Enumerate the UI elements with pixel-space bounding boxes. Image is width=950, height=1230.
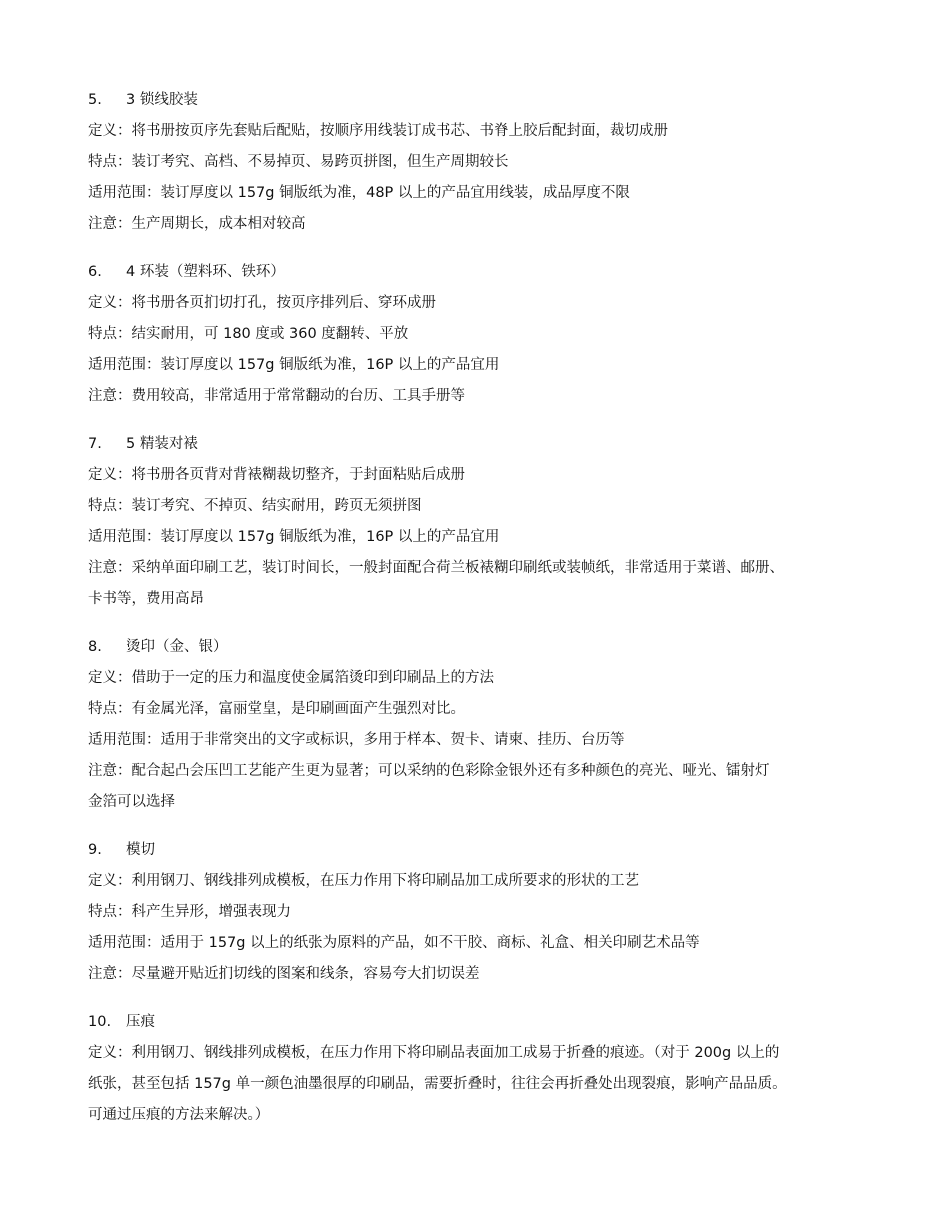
text-line: 卡书等，费用高昂	[88, 591, 204, 607]
section-title: 4 环装（塑料环、铁环）	[126, 264, 285, 280]
section-number: 8.	[88, 639, 102, 655]
text-line: 可通过压痕的方法来解决。）	[88, 1107, 270, 1123]
section-heading	[88, 429, 880, 460]
section-title: 模切	[126, 842, 155, 858]
section	[88, 429, 880, 615]
text-line: 注意：尽量避开贴近扪切线的图案和线条，容易夸大扪切误差	[88, 966, 480, 982]
section	[88, 257, 880, 412]
text-line: 适用范围：适用于 157g 以上的纸张为原料的产品，如不干胶、商标、礼盒、相关印刷艺术品等	[88, 935, 700, 951]
section	[88, 1007, 880, 1131]
text-line: 定义：利用钢刀、钢线排列成模板，在压力作用下将印刷品加工成所要求的形状的工艺	[88, 873, 639, 889]
section-heading	[88, 632, 880, 663]
text-line: 定义：借助于一定的压力和温度使金属箔烫印到印刷品上的方法	[88, 670, 494, 686]
text-line: 定义：将书册各页背对背裱糊裁切整齐，于封面粘贴后成册	[88, 467, 465, 483]
text-line: 适用范围：适用于非常突出的文字或标识，多用于样本、贺卡、请柬、挂历、台历等	[88, 732, 625, 748]
text-line: 注意：采纳单面印刷工艺，装订时间长，一般封面配合荷兰板裱糊印刷纸或装帧纸，非常适用于菜谱、邮册、	[88, 560, 784, 576]
section-heading	[88, 85, 880, 116]
section-number: 9.	[88, 842, 102, 858]
section	[88, 632, 880, 818]
section-number: 7.	[88, 436, 102, 452]
text-line: 定义：将书册各页扪切打孔，按页序排列后、穿环成册	[88, 295, 436, 311]
text-line: 金箔可以选择	[88, 794, 175, 810]
text-line: 适用范围：装订厚度以 157g 铜版纸为准，16P 以上的产品宜用	[88, 529, 500, 545]
text-line: 注意：配合起凸会压凹工艺能产生更为显著；可以采纳的色彩除金银外还有多种颜色的亮光、哑光、镭射灯	[88, 763, 770, 779]
text-line: 适用范围：装订厚度以 157g 铜版纸为准，16P 以上的产品宜用	[88, 357, 500, 373]
text-line: 特点：有金属光泽，富丽堂皇，是印刷画面产生强烈对比。	[88, 701, 465, 717]
section-heading	[88, 835, 880, 866]
text-line: 注意：费用较高，非常适用于常常翻动的台历、工具手册等	[88, 388, 465, 404]
section-number: 5.	[88, 92, 102, 108]
section-heading	[88, 1007, 880, 1038]
section-number: 6.	[88, 264, 102, 280]
section-title: 压痕	[126, 1014, 155, 1030]
section-title: 3 锁线胶装	[126, 92, 198, 108]
text-line: 适用范围：装订厚度以 157g 铜版纸为准，48P 以上的产品宜用线装，成品厚度不限	[88, 185, 630, 201]
section-title: 烫印（金、银）	[126, 639, 228, 655]
text-line: 纸张，甚至包括 157g 单一颜色油墨很厚的印刷品，需要折叠时，往往会再折叠处出现裂痕，影响产品品质。	[88, 1076, 787, 1092]
text-line: 特点：科产生异形，增强表现力	[88, 904, 291, 920]
section-number: 10.	[88, 1014, 112, 1030]
section-title: 5 精装对裱	[126, 436, 198, 452]
text-line: 特点：装订考究、高档、不易掉页、易跨页拼图，但生产周期较长	[88, 154, 509, 170]
text-line: 特点：装订考究、不掉页、结实耐用，跨页无须拼图	[88, 498, 422, 514]
section	[88, 85, 880, 240]
text-line: 定义：将书册按页序先套贴后配贴，按顺序用线装订成书芯、书脊上胶后配封面，裁切成册	[88, 123, 668, 139]
text-line: 定义：利用钢刀、钢线排列成模板，在压力作用下将印刷品表面加工成易于折叠的痕迹。（对于 200g 以上的	[88, 1045, 780, 1061]
text-line: 注意：生产周期长，成本相对较高	[88, 216, 306, 232]
section-heading	[88, 257, 880, 288]
section	[88, 835, 880, 990]
text-line: 特点：结实耐用，可 180 度或 360 度翻转、平放	[88, 326, 409, 342]
